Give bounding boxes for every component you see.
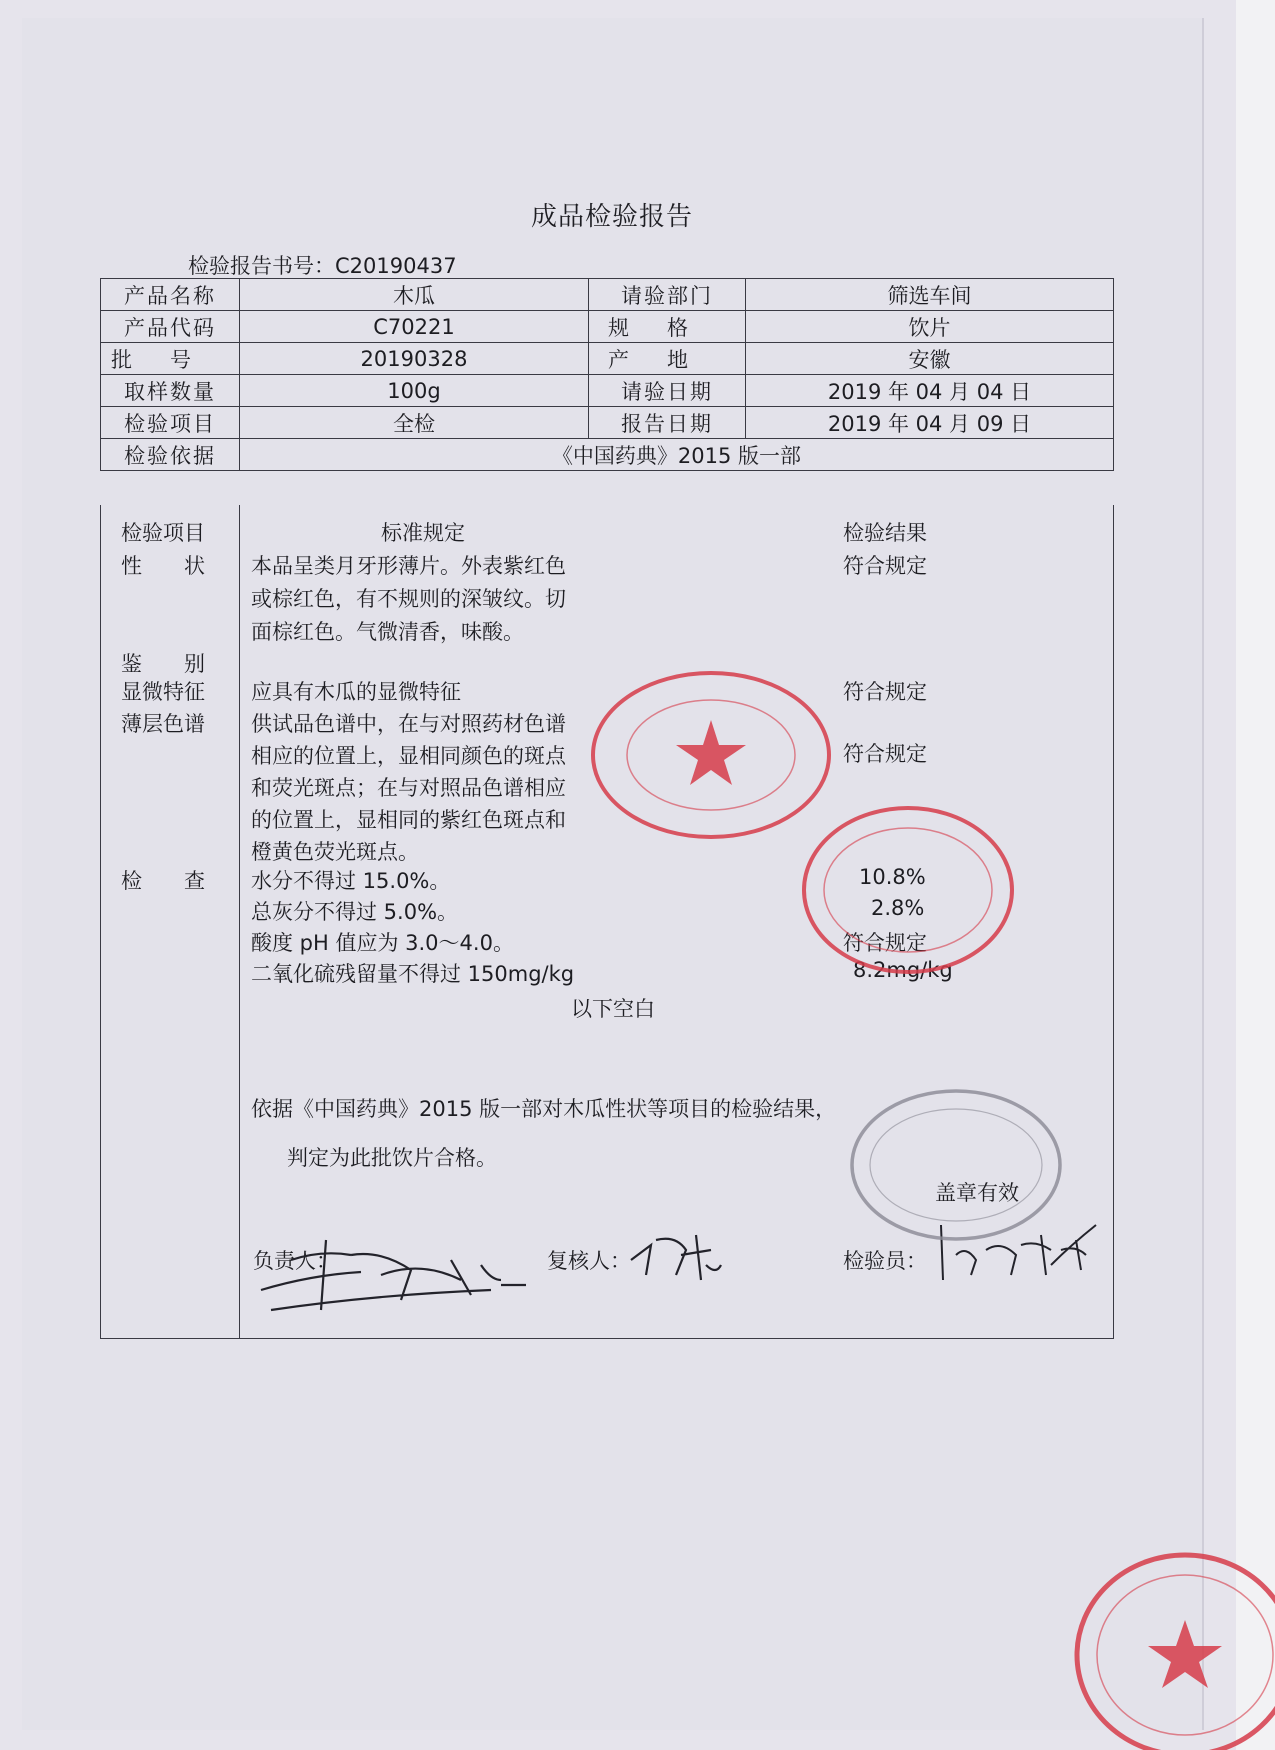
check-ph-result: 符合规定 [843, 931, 927, 955]
spec-label: 规格 [589, 311, 746, 343]
col-item-header: 检验项目 [121, 521, 205, 545]
report-number [184, 250, 457, 280]
inspector-label: 检验员： [843, 1249, 927, 1273]
dept-label: 请验部门 [589, 279, 746, 311]
tlc-label: 薄层色谱 [121, 712, 205, 736]
product-name-label: 产品名称 [101, 279, 240, 311]
basis-value: 《中国药典》2015 版一部 [240, 439, 1114, 471]
origin-value: 安徽 [746, 343, 1114, 375]
test-item-label: 检验项目 [101, 407, 240, 439]
report-date-label: 报告日期 [589, 407, 746, 439]
report-number-label: 检验报告书号： [188, 254, 335, 278]
reviewer-signature [621, 1220, 731, 1290]
conclusion-line-2: 判定为此批饮片合格。 [287, 1146, 497, 1170]
micro-label: 显微特征 [121, 680, 205, 704]
conclusion-line-1: 依据《中国药典》2015 版一部对木瓜性状等项目的检验结果， [251, 1097, 837, 1121]
batch-value: 20190328 [240, 343, 589, 375]
seal-valid-note: 盖章有效 [935, 1181, 1019, 1205]
report-date-value: 2019 年 04 月 09 日 [746, 407, 1114, 439]
reviewer-label: 复核人： [547, 1249, 631, 1273]
check-ash-result: 2.8% [871, 896, 925, 920]
identify-label: 鉴 别 [121, 652, 205, 676]
tlc-line-5: 橙黄色荧光斑点。 [251, 840, 419, 864]
dept-value: 筛选车间 [746, 279, 1114, 311]
table-row [101, 439, 1114, 471]
request-date-value: 2019 年 04 月 04 日 [746, 375, 1114, 407]
check-ash-standard: 总灰分不得过 5.0%。 [251, 900, 459, 924]
report-number-value: C20190437 [335, 254, 457, 278]
character-line-3: 面棕红色。气微清香，味酸。 [251, 620, 524, 644]
table-row [101, 407, 1114, 439]
product-name-value: 木瓜 [240, 279, 589, 311]
tlc-line-3: 和荧光斑点；在与对照品色谱相应 [251, 776, 566, 800]
check-moisture-standard: 水分不得过 15.0%。 [251, 869, 451, 893]
sample-qty-label: 取样数量 [101, 375, 240, 407]
table-row [101, 375, 1114, 407]
spec-value: 饮片 [746, 311, 1114, 343]
sample-qty-value: 100g [240, 375, 589, 407]
report-page [22, 18, 1202, 1730]
character-line-1: 本品呈类月牙形薄片。外表紫红色 [251, 554, 566, 578]
product-code-label: 产品代码 [101, 311, 240, 343]
table-row [101, 311, 1114, 343]
character-line-2: 或棕红色，有不规则的深皱纹。切 [251, 587, 566, 611]
qc-gray-seal [846, 1085, 1066, 1245]
character-label: 性 状 [121, 554, 205, 578]
micro-standard: 应具有木瓜的显微特征 [251, 680, 461, 704]
column-divider [239, 505, 240, 1339]
check-so2-result: 8.2mg/kg [853, 958, 953, 982]
batch-label: 批号 [101, 343, 240, 375]
check-so2-standard: 二氧化硫残留量不得过 150mg/kg [251, 962, 575, 986]
check-label: 检 查 [121, 869, 205, 893]
table-row [101, 343, 1114, 375]
qc-red-seal [798, 800, 1018, 980]
col-result-header: 检验结果 [843, 521, 927, 545]
corner-red-seal [1070, 1540, 1275, 1750]
origin-label: 产地 [589, 343, 746, 375]
blank-note: 以下空白 [571, 997, 655, 1021]
page-title: 成品检验报告 [530, 202, 693, 232]
character-result: 符合规定 [843, 554, 927, 578]
responsible-signature [251, 1220, 541, 1320]
check-ph-standard: 酸度 pH 值应为 3.0～4.0。 [251, 931, 514, 955]
micro-result: 符合规定 [843, 680, 927, 704]
col-standard-header: 标准规定 [381, 521, 465, 545]
tlc-line-2: 相应的位置上，显相同颜色的斑点 [251, 744, 566, 768]
product-code-value: C70221 [240, 311, 589, 343]
table-row [101, 279, 1114, 311]
request-date-label: 请验日期 [589, 375, 746, 407]
tlc-line-4: 的位置上，显相同的紫红色斑点和 [251, 808, 566, 832]
tlc-result: 符合规定 [843, 742, 927, 766]
tlc-line-1: 供试品色谱中，在与对照药材色谱 [251, 712, 566, 736]
basis-label: 检验依据 [101, 439, 240, 471]
header-table [100, 278, 1114, 471]
scan-edge [1236, 0, 1275, 1750]
test-item-value: 全检 [240, 407, 589, 439]
check-moisture-result: 10.8% [859, 865, 926, 889]
responsible-label: 负责人： [253, 1249, 337, 1273]
